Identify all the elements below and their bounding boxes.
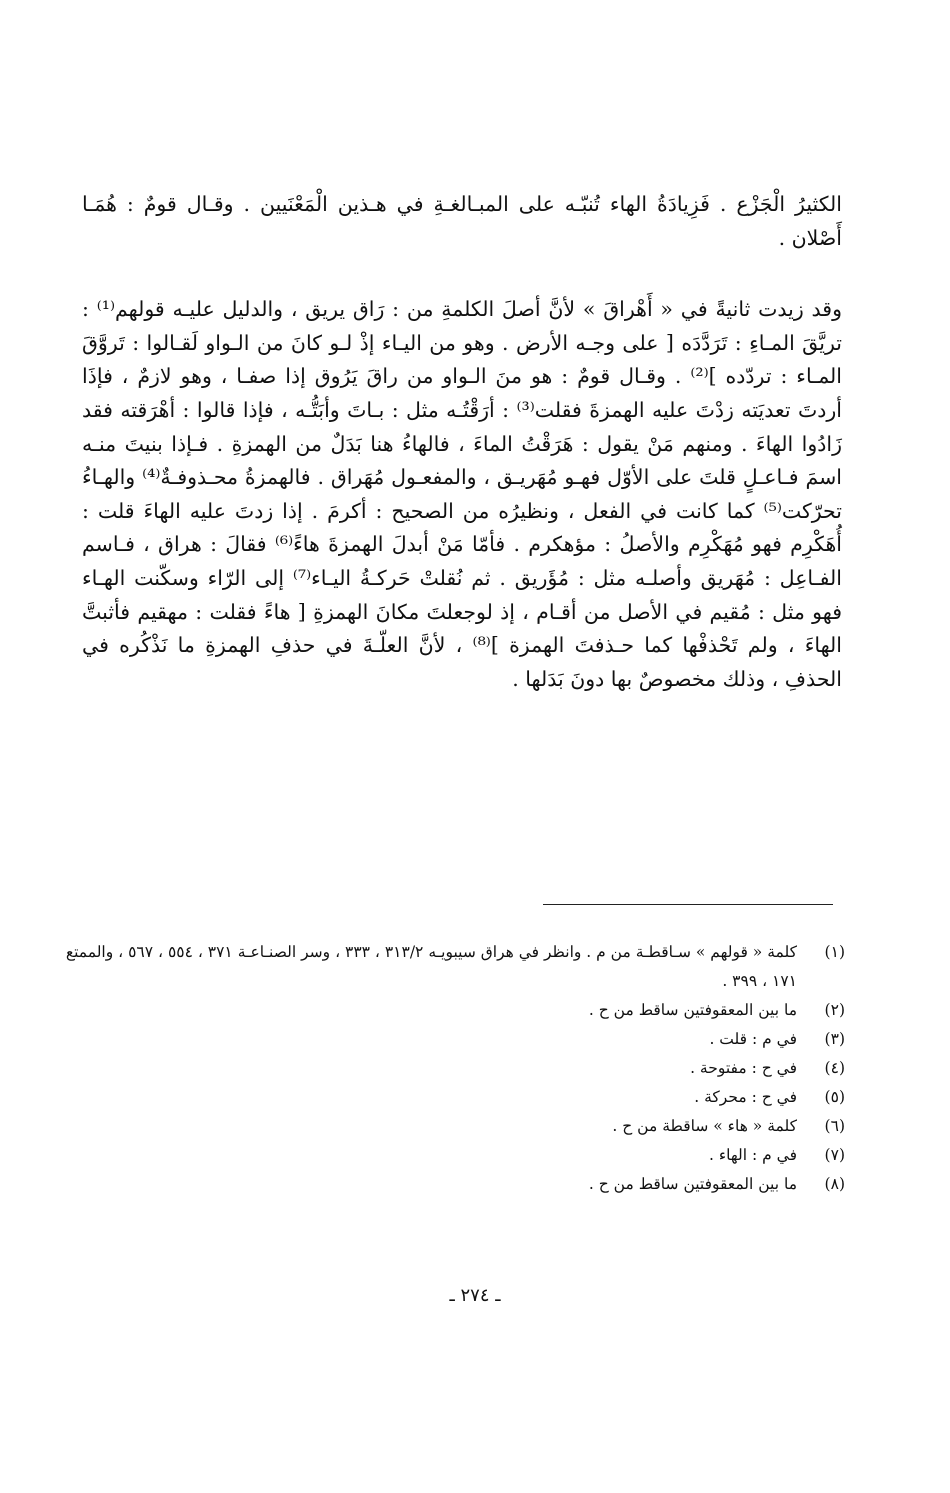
footnote-7 bbox=[60, 1141, 845, 1170]
footnote-number: (٥) bbox=[824, 1088, 845, 1106]
footnote-number: (٢) bbox=[824, 1001, 845, 1019]
footnote-text: كلمة « قولهم » سـاقطـة من م . وانظر في هراق سيبويـه ٣١٣/٢ ، ٣٣٣ ، وسر الصنـاعـة ٣٧١ ، ٥٥٤ ، ٥٦٧ ، والممتع ١٧١ ، ٣٩٩ . bbox=[65, 943, 797, 990]
footnote-text: ما بين المعقوفتين ساقط من ح . bbox=[588, 1175, 797, 1193]
footnote-8 bbox=[60, 1170, 845, 1199]
footnote-number: (٦) bbox=[824, 1117, 845, 1135]
footnote-text: في م : قلت . bbox=[709, 1030, 797, 1048]
footnotes-list bbox=[60, 938, 845, 1199]
footnote-number: (١) bbox=[824, 943, 845, 961]
footnote-text: في ح : محركة . bbox=[694, 1088, 797, 1106]
footnote-6 bbox=[60, 1112, 845, 1141]
page-number: ـ ٢٧٤ ـ bbox=[449, 1285, 501, 1306]
footnote-text: كلمة « هاء » ساقطة من ح . bbox=[612, 1117, 797, 1135]
footnote-separator bbox=[543, 904, 833, 905]
footnote-2 bbox=[60, 996, 845, 1025]
footnote-3 bbox=[60, 1025, 845, 1054]
footnote-number: (٣) bbox=[824, 1030, 845, 1048]
footnote-5 bbox=[60, 1083, 845, 1112]
footnote-number: (٤) bbox=[824, 1059, 845, 1077]
footnote-1 bbox=[60, 938, 845, 996]
paragraph-1: الكثيرُ الْجَزْع . فَزِيادَةُ الهاء تُنبّـه على المبـالغـةِ في هـذين الْمَعْنَيين . وقـال قومٌ : هُمَـا أَصْلان . bbox=[82, 192, 842, 250]
main-text bbox=[82, 188, 842, 696]
footnote-number: (٨) bbox=[824, 1175, 845, 1193]
paragraph-2: وقد زيدت ثانيةً في « أَهْراقَ » لأنَّ أصلَ الكلمةِ من : رَاق يريق ، والدليل عليـه قولهم⁽¹⁾ : تريَّقَ المـاءِ : تَرَدَّدَه [ على وجـه الأرض . وهو من اليـاء إذْ لـو كانَ من الـواو لَقـالوا : تَروَّقَ المـاء : تردّده ]⁽²⁾ . وقـال قومٌ : هو منَ الـواو من راقَ يَرُوق إذا صفـا ، وهو لازمٌ ، فإذَا أردتَ تعديَته زدْتَ عليه الهمزةَ فقلت⁽³⁾ : أرَقْتُـه مثل : بـاتَ وأبَتُّـه ، فإذا قالوا : أهْرَقته فقد زَادُوا الهاءَ . ومنهم مَنْ يقول : هَرَقْتُ الماءَ ، فالهاءُ هنا بَدَلٌ من الهمزةِ . فـإذا بنيتَ منـه اسمَ فـاعـلٍ قلتَ على الأوّل فهـو مُهَريـق ، والمفعـول مُهَراق . فالهمزةُ محـذوفـةٌ⁽⁴⁾ والهـاءُ تحرّكت⁽⁵⁾ كما كانت في الفعل ، ونظيرُه من الصحيح : أكرمَ . إذا زدتَ عليه الهاءَ قلت : أُهَكْرِم فهو مُهَكْرِم والأصلُ : مؤهكرم . فأمّا مَنْ أبدلَ الهمزةَ هاءً⁽⁶⁾ فقالَ : هراق ، فـاسم الفـاعِل : مُهَريق وأصلـه مثل : مُؤَريق . ثم نُقلتْ حَركـةُ اليـاء⁽⁷⁾ إلى الرّاء وسكّنت الهـاء فهو مثل : مُقيم في الأصل من أقـام ، إذ لوجعلتَ مكانَ الهمزةِ [ هاءً فقلت : مهقيم فأثبتَّ الهاءَ ، ولم تَحْذفْها كما حـذفتَ الهمزة ]⁽⁸⁾ ، لأنَّ العلّـةَ في حذفِ الهمزةِ ما نَذْكُره في الحذفِ ، وذلك مخصوصٌ بها دونَ بَدَلها . bbox=[82, 297, 842, 691]
footnote-text: ما بين المعقوفتين ساقط من ح . bbox=[588, 1001, 797, 1019]
footnote-text: في م : الهاء . bbox=[709, 1146, 797, 1164]
footnote-number: (٧) bbox=[824, 1146, 845, 1164]
footnote-text: في ح : مفتوحة . bbox=[690, 1059, 797, 1077]
footnote-4 bbox=[60, 1054, 845, 1083]
